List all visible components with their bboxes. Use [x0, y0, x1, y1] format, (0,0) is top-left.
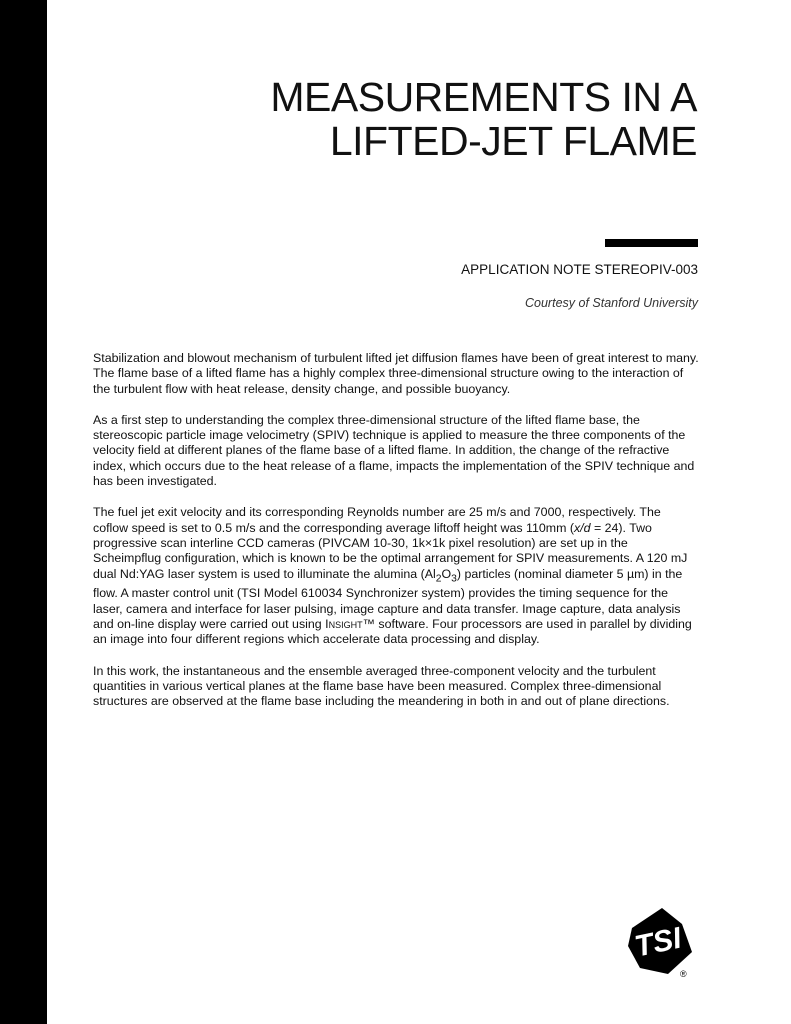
paragraph-2: As a first step to understanding the complex three-dimensional structure of the lifted flame base, the stereoscopic particle image velocimetry (SPIV) technique is applied to measure the three components of the velocity field at different planes of the flame base of a lifted flame. In addition, the change of the refractive index, which occurs due to the heat release of a flame, impacts the implementation of the SPIV technique and has been investigated. [93, 412, 695, 489]
insight-software-name: Insight™ [325, 616, 375, 631]
left-margin-bar [0, 0, 47, 1024]
application-note-label: APPLICATION NOTE STEREOPIV-003 [461, 262, 698, 277]
xd-ratio: x/d [573, 520, 591, 535]
title-line-2: LIFTED-JET FLAME [329, 118, 697, 165]
title-line-1: MEASUREMENTS IN A [270, 74, 697, 121]
courtesy-line: Courtesy of Stanford University [525, 296, 698, 310]
tsi-logo-icon [622, 902, 700, 980]
logo-text: TSI [631, 921, 685, 964]
paragraph-3: The fuel jet exit velocity and its corresponding Reynolds number are 25 m/s and 7000, respectively. The coflow speed is set to 0.5 m/s and the corresponding average liftoff height was 110mm (x/d = 24). Two progressive scan interline CCD cameras (PIVCAM 10-30, 1k×1k pixel resolution) are set up in the Scheimpflug configuration, which is known to be the optimal arrangement for SPIV measurements. A 120 mJ dual Nd:YAG laser system is used to illuminate the alumina $(Al_2O_3)$ particles (nominal diameter 5 µm) in the flow. A master control unit (TSI Model 610034 Synchronizer system) provides the timing sequence for the laser, camera and interface for laser pulsing, image capture and data transfer. Image capture, data analysis and on-line display were carried out using Insight™ software. Four processors are used in parallel by dividing an image into four different regions which accelerate data processing and display. [93, 505, 692, 647]
paragraph-1: Stabilization and blowout mechanism of turbulent lifted jet diffusion flames have been of great interest to many. The flame base of a lifted flame has a highly complex three-dimensional structure owing to the interaction of the turbulent flow with heat release, density change, and possible buoyancy. [93, 351, 699, 396]
paragraph-4: In this work, the instantaneous and the ensemble averaged three-component velocity and the turbulent quantities in various vertical planes at the flame base have been measured. Complex three-dimensional structures are observed at the flame base including the meandering in both in and out of plane directions. [93, 663, 670, 709]
title-divider [605, 239, 698, 247]
body-text [93, 351, 699, 725]
registered-mark: ® [680, 969, 687, 979]
page-title [97, 75, 697, 163]
